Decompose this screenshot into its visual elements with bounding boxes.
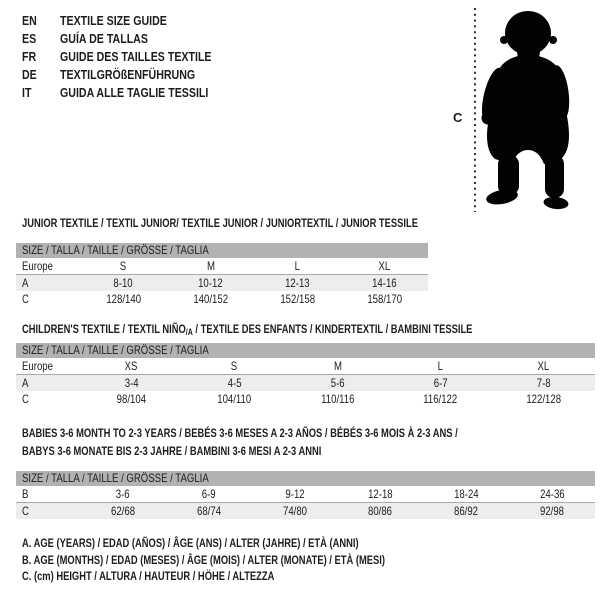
footnote-text: C. (cm) HEIGHT / ALTURA / HAUTEUR / HÖHE / ALTEZZA (22, 569, 275, 583)
language-code: ES (22, 32, 37, 46)
junior-section-title (22, 216, 530, 230)
row-label: Europe (22, 259, 53, 273)
language-row-it (22, 84, 238, 102)
junior-size-table (16, 243, 428, 307)
table-cell: 110/116 (320, 392, 355, 406)
babies-section-title-line1 (22, 426, 581, 440)
language-code: EN (22, 14, 37, 28)
size-header-label: SIZE / TALLA / TAILLE / GRÖSSE / TAGLIA (22, 243, 209, 257)
table-cell: XL (378, 259, 391, 273)
table-cell: 9-12 (284, 487, 305, 501)
children-title-text (22, 322, 472, 339)
language-title: TEXTILGRÖßENFÜHRUNG (60, 68, 196, 82)
language-title: GUÍA DE TALLAS (60, 32, 148, 46)
table-cell: 158/170 (367, 292, 402, 306)
table-row (16, 503, 595, 519)
footnote-text: B. AGE (MONTHS) / EDAD (MESES) / ÂGE (MOIS) / ALTER (MONATE) / ETÀ (MESI) (22, 552, 385, 567)
table-cell: 116/122 (423, 392, 458, 406)
table-cell: 62/68 (110, 504, 135, 518)
table-cell: 92/98 (540, 504, 565, 518)
baby-toddler-silhouette-icon (477, 11, 572, 210)
children-section-title (22, 322, 599, 339)
table-cell: 3-4 (124, 376, 139, 390)
row-label: C (22, 504, 29, 518)
table-cell: 74/80 (282, 504, 307, 518)
language-row-en (22, 12, 238, 30)
children-title-main: CHILDREN'S TEXTILE / TEXTIL NIÑO (22, 322, 186, 336)
table-cell: M (333, 359, 342, 373)
table-cell: XL (537, 359, 550, 373)
size-header-label: SIZE / TALLA / TAILLE / GRÖSSE / TAGLIA (22, 343, 209, 357)
babies-size-header-bar (16, 471, 595, 486)
table-cell: 18-24 (453, 487, 479, 501)
children-size-table (16, 343, 595, 407)
table-row (16, 486, 595, 503)
table-cell: 7-8 (536, 376, 551, 390)
language-row-es (22, 30, 238, 48)
size-header-label: SIZE / TALLA / TAILLE / GRÖSSE / TAGLIA (22, 471, 209, 485)
table-cell: S (231, 359, 238, 373)
children-title-subscript: /A (185, 327, 193, 337)
footnote-legend (22, 535, 487, 585)
table-cell: 12-13 (285, 276, 310, 290)
table-cell: 10-12 (198, 276, 223, 290)
row-label: A (22, 376, 29, 390)
table-cell: 104/110 (217, 392, 252, 406)
junior-size-header-bar (16, 243, 428, 258)
row-label: C (22, 392, 29, 406)
table-cell: 12-18 (368, 487, 393, 501)
language-code: FR (22, 50, 37, 64)
footnote-a (22, 535, 487, 552)
language-code: DE (22, 68, 37, 82)
table-row (16, 375, 595, 391)
babies-size-table (16, 471, 595, 519)
table-cell: 5-6 (330, 376, 345, 390)
table-cell: 98/104 (116, 392, 147, 406)
babies-title-text-line1: BABIES 3-6 MONTH TO 2-3 YEARS / BEBÉS 3-6 MESES A 2-3 AÑOS / BÉBÉS 3-6 MOIS À 2-3 ANS / (22, 426, 458, 440)
table-row (16, 275, 428, 291)
table-cell: 80/86 (368, 504, 393, 518)
language-title: TEXTILE SIZE GUIDE (60, 14, 167, 28)
table-cell: 140/152 (193, 292, 228, 306)
table-cell: 3-6 (115, 487, 130, 501)
footnote-c (22, 568, 487, 585)
language-row-de (22, 66, 238, 84)
language-code: IT (22, 86, 32, 100)
language-title: GUIDA ALLE TAGLIE TESSILI (60, 86, 209, 100)
junior-title-text: JUNIOR TEXTILE / TEXTIL JUNIOR/ TEXTILE JUNIOR / JUNIORTEXTIL / JUNIOR TESSILE (22, 216, 418, 230)
footnote-text: A. AGE (YEARS) / EDAD (AÑOS) / ÂGE (ANS) / ALTER (JAHRE) / ETÀ (ANNI) (22, 536, 359, 550)
babies-section-title-line2 (22, 444, 406, 458)
table-row (16, 258, 428, 275)
table-cell: L (294, 259, 301, 273)
children-size-header-bar (16, 343, 595, 358)
row-label: C (22, 292, 29, 306)
table-cell: S (120, 259, 127, 273)
table-cell: 6-7 (433, 376, 448, 390)
table-cell: 152/158 (280, 292, 315, 306)
table-cell: 8-10 (113, 276, 134, 290)
footnote-b (22, 552, 487, 569)
row-label: B (22, 487, 29, 501)
table-cell: 128/140 (106, 292, 141, 306)
table-row (16, 358, 595, 375)
language-row-fr (22, 48, 238, 66)
baby-silhouette-figure (448, 0, 600, 220)
table-cell: 24-36 (539, 487, 565, 501)
table-cell: 122/128 (526, 392, 561, 406)
table-cell: 68/74 (196, 504, 221, 518)
children-title-rest: / TEXTILE DES ENFANTS / KINDERTEXTIL / BAMBINI TESSILE (192, 322, 473, 336)
table-cell: 86/92 (454, 504, 479, 518)
row-label: Europe (22, 359, 53, 373)
table-cell: L (437, 359, 444, 373)
table-cell: 4-5 (227, 376, 242, 390)
table-cell: 14-16 (372, 276, 397, 290)
table-row (16, 391, 595, 407)
table-cell: XS (125, 359, 138, 373)
table-cell: 6-9 (201, 487, 216, 501)
row-label: A (22, 276, 29, 290)
table-row (16, 291, 428, 307)
babies-title-text-line2: BABYS 3-6 MONATE BIS 2-3 JAHRE / BAMBINI 3-6 MESI A 2-3 ANNI (22, 444, 322, 458)
height-measure-label: C (453, 110, 463, 125)
language-title-list (22, 12, 238, 102)
table-cell: M (206, 259, 215, 273)
language-title: GUIDE DES TAILLES TEXTILE (60, 50, 212, 64)
